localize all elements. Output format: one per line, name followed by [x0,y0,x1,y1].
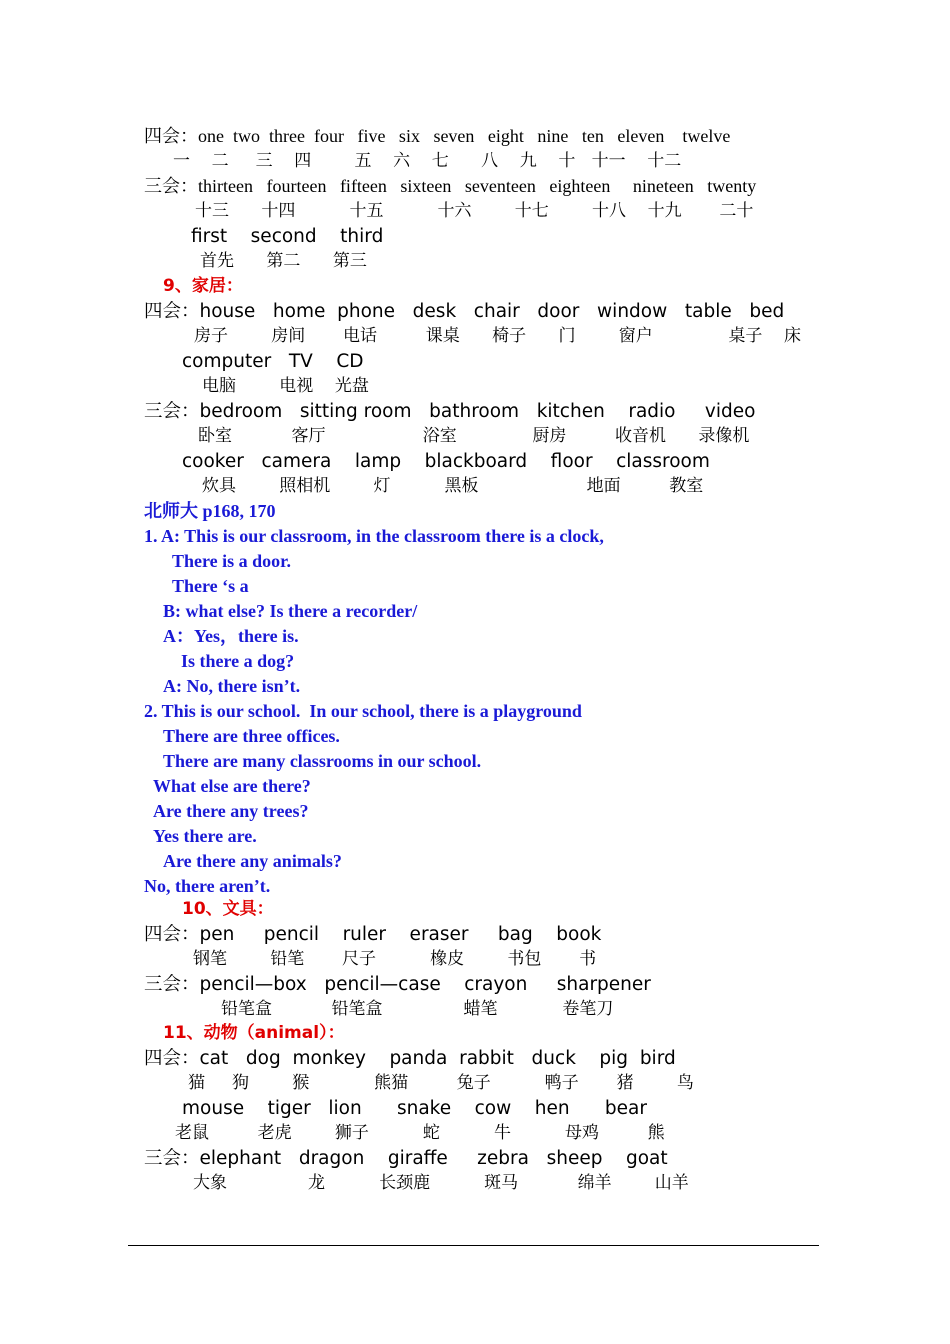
home-chinese-line-3: 卧室 客厅 浴室 厨房 收音机 录像机 [198,426,750,446]
dialogue-line: Yes there are. [153,826,257,846]
section-heading-home: 9、家居： [163,276,243,296]
ordinals-chinese-line: 首先 第二 第三 [200,251,367,271]
home-words-line-2: computer TV CD [182,351,364,372]
dialogue-line: B: what else? Is there a recorder/ [163,601,418,621]
dialogue-line: A：Yes，there is. [163,626,299,646]
animals-four-skills-line: 四会：cat dog monkey panda rabbit duck pig bird [144,1048,676,1069]
dialogue-line: There are three offices. [163,726,340,746]
section-heading-animals: 11、动物（animal）： [163,1023,345,1043]
home-four-skills-line: 四会：house home phone desk chair door window table bed [144,301,785,322]
numbers-four-skills-line: 四会：one two three four five six seven eight nine ten eleven twelve [144,126,731,146]
stationery-chinese-line-1: 钢笔 铅笔 尺子 橡皮 书包 书 [193,949,597,969]
dialogue-line: There are many classrooms in our school. [163,751,482,771]
home-chinese-line-2: 电脑 电视 光盘 [202,376,369,396]
dialogue-line: There ‘s a [172,576,249,596]
animals-three-skills-line: 三会：elephant dragon giraffe zebra sheep goat [144,1148,668,1169]
dialogue-line: 1. A: This is our classroom, in the classroom there is a clock, [144,526,604,546]
dialogue-line: Are there any animals? [163,851,342,871]
animals-words-line-2: mouse tiger lion snake cow hen bear [182,1098,647,1119]
dialogue-line: 2. This is our school. In our school, there is a playground [144,701,582,721]
stationery-chinese-line-2: 铅笔盒 铅笔盒 蜡笔 卷笔刀 [221,999,614,1019]
section-heading-stationery: 10、文具： [182,899,274,919]
home-chinese-line-1: 房子 房间 电话 课桌 椅子 门 窗户 桌子 床 [194,326,802,346]
numbers-chinese-line-2: 十三 十四 十五 十六 十七 十八 十九 二十 [195,201,754,221]
home-words-line-4: cooker camera lamp blackboard floor classroom [182,451,710,472]
numbers-three-skills-line: 三会：thirteen fourteen fifteen sixteen seventeen eighteen nineteen twenty [144,176,757,196]
home-three-skills-line: 三会：bedroom sitting room bathroom kitchen radio video [144,401,756,422]
animals-chinese-line-2: 老鼠 老虎 狮子 蛇 牛 母鸡 熊 [175,1123,665,1143]
footer-divider [128,1245,819,1246]
dialogue-line: What else are there? [153,776,311,796]
dialogue-line: Is there a dog? [181,651,295,671]
ordinals-line: first second third [191,226,384,247]
dialogue-line: A: No, there isn’t. [163,676,301,696]
dialogue-line: No, there aren’t. [144,876,271,896]
dialogue-line: There is a door. [172,551,292,571]
animals-chinese-line-1: 猫 狗 猴 熊猫 兔子 鸭子 猪 鸟 [188,1073,694,1093]
stationery-four-skills-line: 四会：pen pencil ruler eraser bag book [144,924,602,945]
animals-chinese-line-3: 大象 龙 长颈鹿 斑马 绵羊 山羊 [193,1173,689,1193]
textbook-reference: 北师大 p168, 170 [144,501,276,521]
stationery-three-skills-line: 三会：pencil—box pencil—case crayon sharpener [144,974,651,995]
dialogue-line: Are there any trees? [153,801,309,821]
numbers-chinese-line-1: 一 二 三 四 五 六 七 八 九 十 十一 十二 [173,151,682,171]
home-chinese-line-4: 炊具 照相机 灯 黑板 地面 教室 [202,476,704,496]
